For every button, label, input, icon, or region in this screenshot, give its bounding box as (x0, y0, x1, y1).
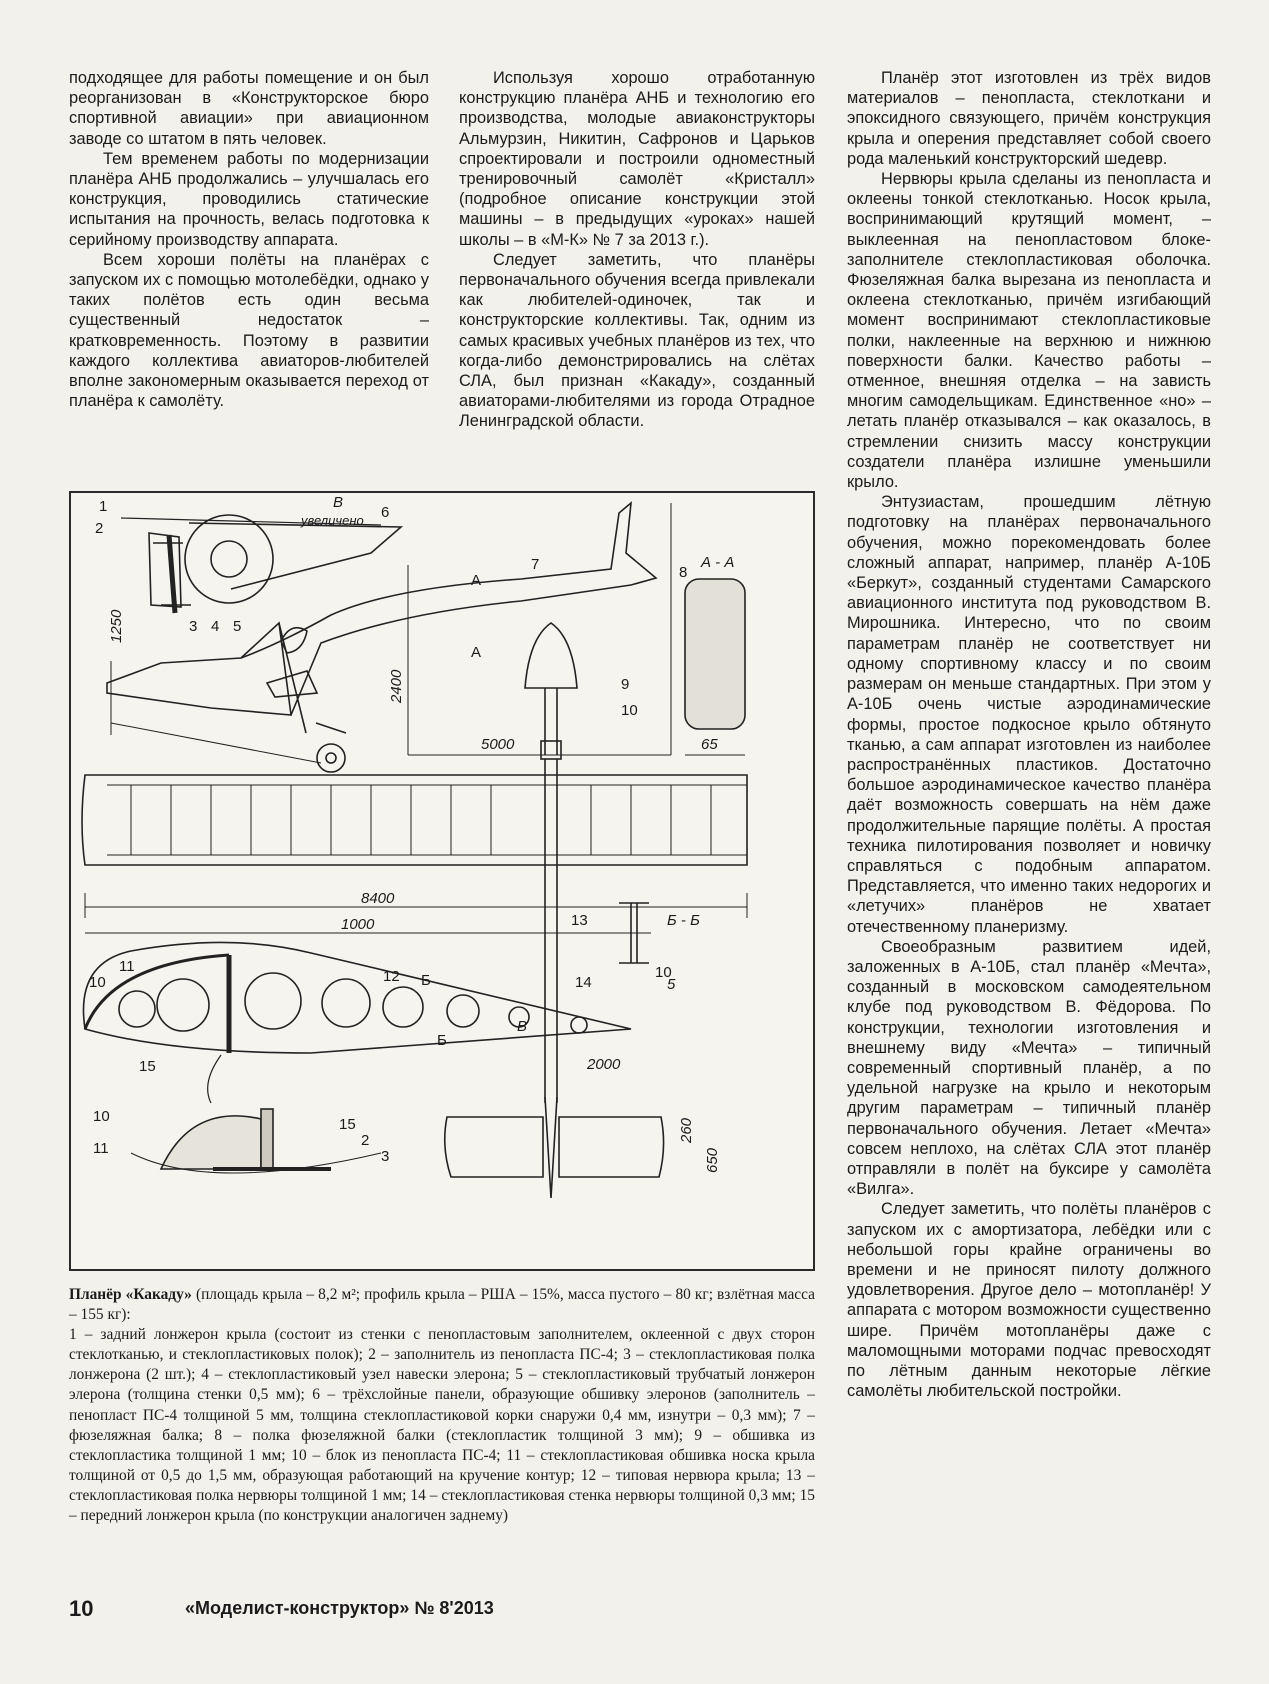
callout-11b: 11 (93, 1140, 109, 1157)
page-number: 10 (69, 1596, 94, 1621)
callout-2b: 2 (361, 1132, 370, 1149)
paragraph: Своеобразным развитием идей, заложенных в А-10Б, стал планёр «Мечта», созданный в московском самодеятельном клубе под руководством В. Фёдорова. По конструкции, технологии изготовления и внешнему виду «Мечта» – типичный современный спортивный планёр, а по удельной нагрузке на крыло и некоторым другим параметрам – типичный планёр первоначального обучения. Летает «Мечта» совсем неплохо, на слётах СЛА этот планёр отправляли в полёт на буксире у самолёта «Вилга». (847, 937, 1211, 1199)
section-a-a-label: А - А (701, 554, 735, 571)
text-column-3 (847, 68, 1211, 1401)
callout-9: 9 (621, 676, 630, 693)
view-b-note: увеличено (301, 513, 364, 528)
paragraph: Используя хорошо отработанную конструкцию планёра АНБ и технологию его производства, молодые авиаконструкторы Альмурзин, Никитин, Сафронов и Царьков спроектировали и построили одноместный тренировочный самолёт «Кристалл» (подробное описание конструкции этой машины – в предыдущих «уроках» нашей школы – в «М-К» № 7 за 2013 г.). (459, 69, 815, 249)
dim-2400: 2400 (388, 669, 405, 703)
paragraph: Энтузиастам, прошедшим лётную подготовку на планёрах первоначального обучения, можно порекомендовать более сложный аппарат, например, планёр А-10Б «Беркут», созданный студентами Самарского авиационного института под руководством В. Мирошника. Интересно, что по своим параметрам планёр не соответствует ни одному спортивному классу и по своим размерам он меньше стандартных. При этом у А-10Б очень чистые аэродинамические формы, простое подкосное крыло обтянуто тканью, а сам аппарат изготовлен из наиболее распространённых пластиков. Достаточно большое аэродинамическое качество планёра даёт возможность совершать на нём даже продолжительные парящие полёты. А простая техника пилотирования позволяет и новичку справляться с подобным аппаратом. Представляется, что именно таких недорогих и «летучих» планёров не хватает отечественному планеризму. (847, 493, 1211, 936)
magazine-title: «Моделист-конструктор» № 8'2013 (185, 1598, 494, 1618)
technical-drawing (71, 493, 817, 1273)
front-view (525, 623, 577, 759)
mark-b-top: Б (421, 972, 431, 989)
glider-drawing (69, 491, 815, 1271)
wing-plan-view (82, 759, 747, 1103)
callout-4: 4 (211, 618, 220, 635)
callout-13: 13 (571, 912, 588, 929)
callout-7: 7 (531, 556, 540, 573)
callout-10d: 10 (93, 1108, 110, 1125)
tail-plan-view (445, 1097, 664, 1198)
callout-12: 12 (383, 968, 400, 985)
paragraph: Следует заметить, что полёты планёров с запуском их с амортизатора, лебёдки или с небольшой горы крайне ограничены во времени и не приносят пилоту должного удовлетворения. Другое дело – мотопланёр! У аппарата с мотором возможности существенно шире. Причём мотопланёры даже с маломощными моторами подчас превосходят по лётным данным некоторые лёгкие самолёты любительской постройки. (847, 1200, 1211, 1401)
callout-11: 11 (119, 958, 135, 975)
paragraph: подходящее для работы помещение и он был реорганизован в «Конструкторское бюро спортивной авиации» при авиационном заводе со штатом в пять человек. (69, 69, 429, 148)
dim-2000: 2000 (587, 1056, 621, 1073)
caption-title: Планёр «Какаду» (69, 1286, 192, 1303)
caption-intro: (площадь крыла – 8,2 м²; профиль крыла – РША – 15%, масса пустого – 80 кг; взлётная масса – 155 кг): (69, 1286, 815, 1324)
dim-260: 260 (678, 1117, 695, 1143)
text-column-2 (459, 68, 815, 432)
paragraph: Всем хороши полёты на планёрах с запуском их с помощью мотолебёдки, однако у таких полётов есть один весьма существенный недостаток – кратковременность. Поэтому в развитии каждого коллектива авиаторов-любителей вполне закономерным оказывается переход от планёра к самолёту. (69, 250, 429, 411)
dim-650: 650 (704, 1147, 721, 1173)
mark-b-bottom: Б (437, 1032, 447, 1049)
callout-15: 15 (139, 1058, 156, 1075)
dim-1000: 1000 (341, 916, 375, 933)
text-column-1 (69, 68, 429, 411)
callout-1: 1 (99, 498, 108, 515)
paragraph: Тем временем работы по модернизации планёра АНБ продолжались – улучшалась его конструкция, проводились статические испытания на прочность, велась подготовка к серийному производству аппарата. (69, 149, 429, 249)
callout-10: 10 (621, 702, 638, 719)
callout-6: 6 (381, 504, 390, 521)
callout-8: 8 (679, 564, 688, 581)
dim-65: 65 (701, 736, 718, 753)
callout-2: 2 (95, 520, 104, 537)
dim-5000: 5000 (481, 736, 515, 753)
rib-section (83, 933, 651, 1053)
section-a-a (685, 579, 745, 755)
callout-3b: 3 (381, 1148, 390, 1165)
callout-14: 14 (575, 974, 592, 991)
paragraph: Нервюры крыла сделаны из пенопласта и оклеены тонкой стеклотканью. Носок крыла, воспринимающий крутящий момент, – выклеенная на пенопластовом блоке-заполнителе стеклопластиковая оболочка. Фюзеляжная балка вырезана из пенопласта и оклеена стеклотканью, причём изгибающий момент воспринимают стеклопластиковые полки, наклеенные на верхнюю и нижнюю поверхности балки. Качество работы – отменное, внешняя отделка – на зависть многим самодельщикам. Единственное «но» – летать планёр отказывался – как оказалось, в стремлении снизить массу конструкции создатели планёра излишне уменьшили крыло. (847, 170, 1211, 492)
detail-b-enlarged (121, 515, 401, 613)
mark-a-top: А (471, 572, 482, 589)
caption-body: 1 – задний лонжерон крыла (состоит из стенки с пенопластовым заполнителем, оклеенной с двух сторон стеклотканью, и стеклопластиковых полок); 2 – заполнитель из пенопласта ПС-4; 3 – стеклопластиковая полка лонжерона (2 шт.); 4 – стеклопластиковый узел навески элерона; 5 – стеклопластиковый трубчатый лонжерон элерона (толщина стенки 0,5 мм); 6 – трёхслойные панели, образующие обшивку элеронов (заполнитель – пенопласт ПС-4 толщиной 5 мм, толщина стеклопластиковой корки снаружи 0,4 мм, изнутри – 0,3 мм); 7 – фюзеляжная балка; 8 – полка фюзеляжной балки (стеклопластик толщиной 3 мм); 9 – обшивка из стеклопластика толщиной 1 мм; 10 – блок из пенопласта ПС-4; 11 – стеклопластиковая обшивка носка крыла толщиной от 0,5 до 1,5 мм, образующая работающий на кручение контур; 12 – типовая нервюра крыла; 13 – стеклопластиковая полка нервюры толщиной 1 мм; 14 – стеклопластиковая стенка нервюры толщиной 0,3 мм; 15 – передний лонжерон крыла (по конструкции аналогичен заднему) (69, 1326, 815, 1525)
paragraph: Планёр этот изготовлен из трёх видов материалов – пенопласта, стеклоткани и эпоксидного связующего, причём конструкция крыла и оперения представляет собой своего рода маленький конструкторский шедевр. (847, 69, 1211, 168)
spar-detail (131, 1055, 381, 1173)
figure-caption (69, 1285, 815, 1526)
mark-b-detail: В (517, 1018, 528, 1035)
dim-5: 5 (667, 976, 676, 993)
callout-10b: 10 (89, 974, 106, 991)
paragraph: Следует заметить, что планёры первоначального обучения всегда привлекали как любителей-одиночек, так и конструкторские коллективы. Так, одним из самых красивых учебных планёров из тех, что когда-либо демонстрировались на слётах СЛА, был признан «Какаду», созданный авиаторами-любителями из города Отрадное Ленинградской области. (459, 250, 815, 431)
mark-a-bottom: А (471, 644, 482, 661)
callout-15b: 15 (339, 1116, 356, 1133)
callout-3: 3 (189, 618, 198, 635)
callout-5: 5 (233, 618, 242, 635)
section-b-b-label: Б - Б (667, 912, 700, 929)
view-b-label: В (333, 494, 344, 511)
callout-10c: 10 (655, 964, 672, 981)
dim-8400: 8400 (361, 890, 395, 907)
dim-1250: 1250 (108, 609, 125, 643)
